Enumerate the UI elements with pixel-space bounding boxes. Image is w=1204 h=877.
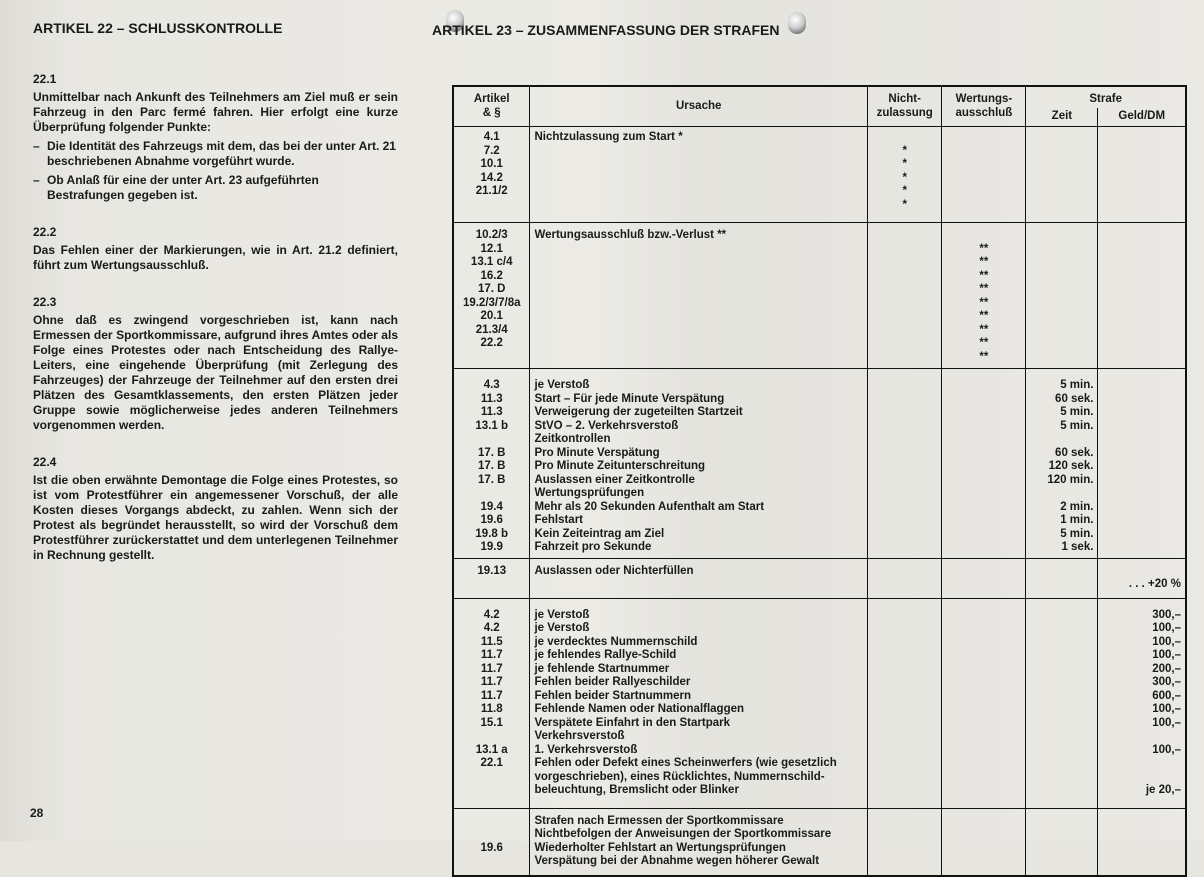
ursache-cell: [530, 598, 868, 808]
geld-cell-line: 100,–: [1152, 622, 1181, 634]
zeit-cell: [1026, 598, 1098, 808]
geld-cell-line: 300,–: [1152, 676, 1181, 688]
artikel-cell-line: 20.1: [480, 310, 503, 322]
artikel-cell-line: 11.7: [480, 676, 503, 688]
artikel-cell: [453, 127, 530, 223]
artikel-cell-line: [458, 771, 525, 785]
bullet-text: Ob Anlaß für eine der unter Art. 23 aufgeführten Bestrafungen gegeben ist.: [47, 173, 319, 202]
geld-cell-line: [1102, 771, 1181, 785]
penalty-group-row: [453, 369, 1186, 559]
nichtzulassung-cell: [867, 127, 941, 223]
nichtzulassung-cell-line: *: [902, 198, 907, 211]
ursache-cell: [530, 808, 868, 876]
artikel-cell-line: 11.5: [480, 635, 503, 648]
ursache-cell: [530, 127, 868, 223]
artikel-cell-line: 17. B: [477, 460, 506, 472]
ursache-cell-line: Fehlen oder Defekt eines Scheinwerfers (wie gesetzlich: [534, 757, 837, 769]
ursache-cell-line: Nichtzulassung zum Start *: [534, 131, 683, 143]
ursache-cell: [530, 369, 868, 559]
ursache-cell-line: Mehr als 20 Sekunden Aufenthalt am Start: [534, 500, 765, 513]
nichtzulassung-cell: [867, 598, 941, 808]
nichtzulassung-cell: [867, 558, 941, 598]
geld-cell-line: [1102, 757, 1181, 771]
ursache-cell-line: 1. Verkehrsverstoß: [534, 743, 638, 756]
header-wertungsausschluss: Wertungs- ausschluß: [942, 86, 1026, 127]
ursache-cell-line: Fahrzeit pro Sekunde: [534, 541, 652, 553]
artikel-cell-line: 13.1 b: [475, 419, 509, 432]
section-22-3: [33, 295, 398, 433]
artikel-cell-line: 19.9: [480, 541, 503, 553]
artikel-cell-line: 11.3: [480, 406, 503, 418]
section-number: 22.2: [33, 225, 57, 239]
artikel-cell-line: 11.7: [480, 662, 503, 675]
geld-cell-line: 100,–: [1152, 703, 1181, 715]
wertungsausschluss-cell-line: **: [979, 337, 989, 349]
artikel-cell-line: 4.1: [483, 131, 500, 143]
wertungsausschluss-cell-line: **: [979, 283, 989, 295]
geld-cell-line: 300,–: [1152, 608, 1181, 621]
section-text: Das Fehlen einer der Markierungen, wie in Art. 21.2 definiert, führt zum Wertungsausschluß.: [33, 243, 398, 272]
wertungsausschluss-cell-line: **: [979, 242, 989, 255]
wertungsausschluss-cell: [942, 558, 1026, 598]
geld-cell-line: 100,–: [1152, 743, 1181, 756]
left-column: [33, 20, 398, 577]
artikel-cell: [453, 808, 530, 876]
geld-cell: [1098, 369, 1186, 559]
geld-cell-line: 100,–: [1152, 716, 1181, 729]
artikel-cell-line: 12.1: [480, 242, 503, 255]
bullet-text: Die Identität des Fahrzeugs mit dem, das bei der unter Art. 21 beschriebenen Abnahme vorgeführt wurde.: [47, 139, 396, 168]
artikel-cell-line: 4.3: [483, 379, 500, 391]
wertungsausschluss-cell-line: **: [979, 296, 989, 309]
ursache-cell-line: je fehlendes Rallye-Schild: [534, 649, 677, 661]
penalty-group-row: [453, 598, 1186, 808]
ursache-cell-line: Fehlende Namen oder Nationalflaggen: [534, 703, 745, 715]
ursache-cell-line: beleuchtung, Bremslicht oder Blinker: [534, 784, 739, 796]
wertungsausschluss-cell-line: **: [979, 350, 989, 363]
header-ursache: Ursache: [530, 86, 868, 127]
wertungsausschluss-cell: [942, 127, 1026, 223]
article-23-title: ARTIKEL 23 – ZUSAMMENFASSUNG DER STRAFEN: [432, 22, 780, 38]
ursache-cell-line: Verkehrsverstoß: [534, 730, 625, 742]
penalty-group-row: [453, 127, 1186, 223]
geld-cell: [1098, 808, 1186, 876]
artikel-cell-line: 22.1: [480, 757, 503, 769]
wertungsausschluss-cell-line: **: [979, 256, 989, 268]
artikel-cell-line: [458, 784, 525, 798]
ursache-cell-line: je Verstoß: [534, 622, 590, 634]
geld-cell-line: 100,–: [1152, 635, 1181, 648]
zeit-cell-line: 60 sek.: [1055, 446, 1094, 459]
artikel-cell-line: 21.1/2: [475, 185, 508, 197]
artikel-cell-line: 17. B: [477, 473, 506, 486]
geld-cell: [1098, 558, 1186, 598]
ursache-cell-line: je verdecktes Nummernschild: [534, 635, 698, 648]
ursache-cell-line: Strafen nach Ermessen der Sportkommissare: [534, 814, 784, 827]
artikel-cell: [453, 598, 530, 808]
wertungsausschluss-cell-line: **: [979, 269, 989, 282]
zeit-cell-line: 2 min.: [1060, 500, 1094, 513]
artikel-cell-line: 10.2/3: [475, 229, 508, 241]
section-text: Ohne daß es zwingend vorgeschrieben ist, kann nach Ermessen der Sportkommissare, aufgrund ihres Amtes oder als Folge eines Protestes oder nach Entscheidung des Rallye-Leiters, eine eingehende Überprüfung (mit Zerlegung des Fahrzeuges) der Fahrzeuge der Teilnehmer auf den ersten drei Plätzen des Gesamtklassements, den ersten Plätzen jeder Gruppe sowie möglicherweise jedes anderen Teilnehmers vorgenommen werden.: [33, 313, 398, 432]
zeit-cell-line: [1030, 433, 1093, 447]
ursache-cell-line: Wertungsprüfungen: [534, 487, 645, 499]
binder-clip-icon: [788, 12, 806, 34]
artikel-cell-line: 22.2: [480, 337, 503, 349]
artikel-cell-line: [458, 828, 525, 842]
section-22-1: [33, 72, 398, 203]
artikel-cell-line: 19.4: [480, 500, 503, 513]
section-text: Ist die oben erwähnte Demontage die Folge eines Protestes, so ist vom Protestführer ein angemessener Vorschuß, der alle Kosten dieses Vorgangs abdeckt, zu zahlen. Wenn sich der Protest als begründet herausstellt, so wird der Vorschuß dem Protestführer zurückerstattet und dem unterlegenen Teilnehmer in Rechnung gestellt.: [33, 473, 398, 562]
artikel-cell-line: 14.2: [480, 171, 503, 184]
ursache-cell-line: Verspätung bei der Abnahme wegen höherer Gewalt: [534, 855, 820, 867]
artikel-cell-line: 17. D: [477, 283, 506, 295]
ursache-cell-line: Verweigerung der zugeteilten Startzeit: [534, 406, 743, 418]
wertungsausschluss-cell-line: **: [979, 323, 989, 336]
ursache-cell-line: Auslassen einer Zeitkontrolle: [534, 473, 695, 486]
artikel-cell-line: 13.1 a: [475, 743, 508, 756]
geld-cell-line: [1102, 730, 1181, 744]
artikel-cell-line: 4.2: [483, 622, 500, 634]
ursache-cell-line: Nichtbefolgen der Anweisungen der Sportkommissare: [534, 828, 832, 840]
ursache-cell: [530, 223, 868, 369]
zeit-cell-line: [1030, 487, 1093, 501]
bullet-item: [33, 173, 398, 203]
nichtzulassung-cell: [867, 808, 941, 876]
section-text: Unmittelbar nach Ankunft des Teilnehmers am Ziel muß er sein Fahrzeug in den Parc fermé fahren. Hier erfolgt eine kurze Überprüfung folgender Punkte:: [33, 90, 398, 134]
artikel-cell-line: 19.6: [480, 841, 503, 854]
ursache-cell-line: Fehlen beider Startnummern: [534, 689, 691, 702]
nichtzulassung-cell-line: *: [902, 144, 907, 157]
geld-cell-line: je 20,–: [1145, 784, 1181, 796]
ursache-cell: [530, 558, 868, 598]
ursache-cell-line: Wertungsausschluß bzw.-Verlust **: [534, 229, 727, 241]
nichtzulassung-cell-line: *: [902, 171, 907, 184]
artikel-cell-line: 11.7: [480, 689, 503, 702]
geld-cell: [1098, 598, 1186, 808]
penalty-table-body: [453, 127, 1186, 876]
artikel-cell-line: 19.13: [477, 564, 507, 577]
ursache-cell-line: Kein Zeiteintrag am Ziel: [534, 527, 665, 540]
nichtzulassung-cell: [867, 223, 941, 369]
artikel-cell-line: 10.1: [480, 158, 503, 170]
wertungsausschluss-cell: [942, 598, 1026, 808]
artikel-cell-line: [458, 815, 525, 829]
dash-marker: –: [33, 139, 40, 153]
artikel-cell-line: 13.1 c/4: [470, 256, 513, 268]
header-nichtzulassung: Nicht- zulassung: [867, 86, 941, 127]
artikel-cell-line: 11.7: [480, 649, 503, 661]
wertungsausschluss-cell-line: **: [979, 310, 989, 322]
ursache-cell-line: Start – Für jede Minute Verspätung: [534, 392, 725, 405]
zeit-cell-line: 1 min.: [1060, 514, 1094, 526]
artikel-cell: [453, 369, 530, 559]
artikel-cell-line: [458, 487, 525, 501]
ursache-cell-line: je fehlende Startnummer: [534, 662, 670, 675]
zeit-cell-line: 60 sek.: [1055, 392, 1094, 405]
artikel-cell-line: 19.2/3/7/8a: [462, 296, 521, 309]
geld-cell-line: [1102, 565, 1181, 579]
zeit-cell-line: 120 min.: [1047, 473, 1094, 486]
artikel-cell-line: [458, 730, 525, 744]
artikel-cell-line: 11.8: [480, 703, 503, 715]
ursache-cell-line: Fehlstart: [534, 514, 584, 526]
artikel-cell-line: [458, 433, 525, 447]
penalty-table: [452, 85, 1187, 877]
wertungsausschluss-cell-line: [946, 229, 1021, 243]
penalty-group-row: [453, 223, 1186, 369]
zeit-cell-line: 5 min.: [1060, 527, 1094, 540]
zeit-cell-line: 5 min.: [1060, 379, 1094, 391]
geld-cell-line: 200,–: [1152, 662, 1181, 675]
section-22-4: [33, 455, 398, 563]
artikel-cell-line: 16.2: [480, 269, 503, 282]
artikel-cell: [453, 223, 530, 369]
ursache-cell-line: je Verstoß: [534, 608, 590, 621]
artikel-cell-line: 15.1: [480, 716, 503, 729]
artikel-cell-line: 17. B: [477, 446, 506, 459]
zeit-cell: [1026, 369, 1098, 559]
zeit-cell-line: 120 sek.: [1048, 460, 1094, 472]
penalty-group-row: [453, 808, 1186, 876]
wertungsausschluss-cell: [942, 223, 1026, 369]
artikel-cell-line: 19.8 b: [475, 527, 509, 540]
ursache-cell-line: Wiederholter Fehlstart an Wertungsprüfungen: [534, 841, 786, 854]
penalty-group-row: [453, 558, 1186, 598]
dash-marker: –: [33, 173, 40, 187]
artikel-cell-line: 7.2: [483, 144, 500, 157]
header-strafe: Strafe: [1026, 86, 1186, 108]
header-zeit: Zeit: [1026, 108, 1098, 127]
header-geld: Geld/DM: [1098, 108, 1186, 127]
geld-cell: [1098, 223, 1186, 369]
zeit-cell-line: 1 sek.: [1061, 541, 1094, 553]
nichtzulassung-cell: [867, 369, 941, 559]
ursache-cell-line: je Verstoß: [534, 379, 590, 391]
section-number: 22.1: [33, 72, 57, 86]
section-number: 22.4: [33, 455, 57, 469]
geld-cell: [1098, 127, 1186, 223]
geld-cell-line: 600,–: [1152, 689, 1181, 702]
ursache-cell-line: Verspätete Einfahrt in den Startpark: [534, 716, 730, 729]
nichtzulassung-cell-line: [872, 131, 937, 145]
zeit-cell-line: 5 min.: [1060, 419, 1094, 432]
zeit-cell-line: 5 min.: [1060, 406, 1094, 418]
ursache-cell-line: Pro Minute Verspätung: [534, 446, 660, 459]
wertungsausschluss-cell: [942, 808, 1026, 876]
geld-cell-line: 100,–: [1152, 649, 1181, 661]
nichtzulassung-cell-line: *: [902, 185, 907, 197]
page-number: 28: [30, 806, 44, 820]
nichtzulassung-cell-line: *: [902, 158, 907, 170]
ursache-cell-line: Fehlen beider Rallyeschilder: [534, 676, 691, 688]
artikel-cell-line: [458, 855, 525, 869]
bullet-item: [33, 139, 398, 169]
artikel-cell-line: 11.3: [480, 392, 503, 405]
zeit-cell: [1026, 127, 1098, 223]
geld-cell-line: . . . +20 %: [1128, 578, 1181, 590]
ursache-cell-line: Pro Minute Zeitunterschreitung: [534, 460, 706, 472]
artikel-cell: [453, 558, 530, 598]
artikel-cell-line: 4.2: [483, 608, 500, 621]
ursache-cell-line: vorgeschrieben), eines Rücklichtes, Nummernschild-: [534, 770, 825, 783]
zeit-cell: [1026, 223, 1098, 369]
header-artikel: Artikel & §: [453, 86, 530, 127]
artikel-cell-line: 21.3/4: [475, 323, 508, 336]
ursache-cell-line: Auslassen oder Nichterfüllen: [534, 564, 694, 577]
article-22-title: ARTIKEL 22 – SCHLUSSKONTROLLE: [33, 20, 283, 36]
wertungsausschluss-cell: [942, 369, 1026, 559]
section-22-2: [33, 225, 398, 273]
ursache-cell-line: Zeitkontrollen: [534, 433, 611, 445]
ursache-cell-line: StVO – 2. Verkehrsverstoß: [534, 419, 679, 432]
section-number: 22.3: [33, 295, 57, 309]
artikel-cell-line: 19.6: [480, 514, 503, 526]
zeit-cell: [1026, 558, 1098, 598]
zeit-cell: [1026, 808, 1098, 876]
